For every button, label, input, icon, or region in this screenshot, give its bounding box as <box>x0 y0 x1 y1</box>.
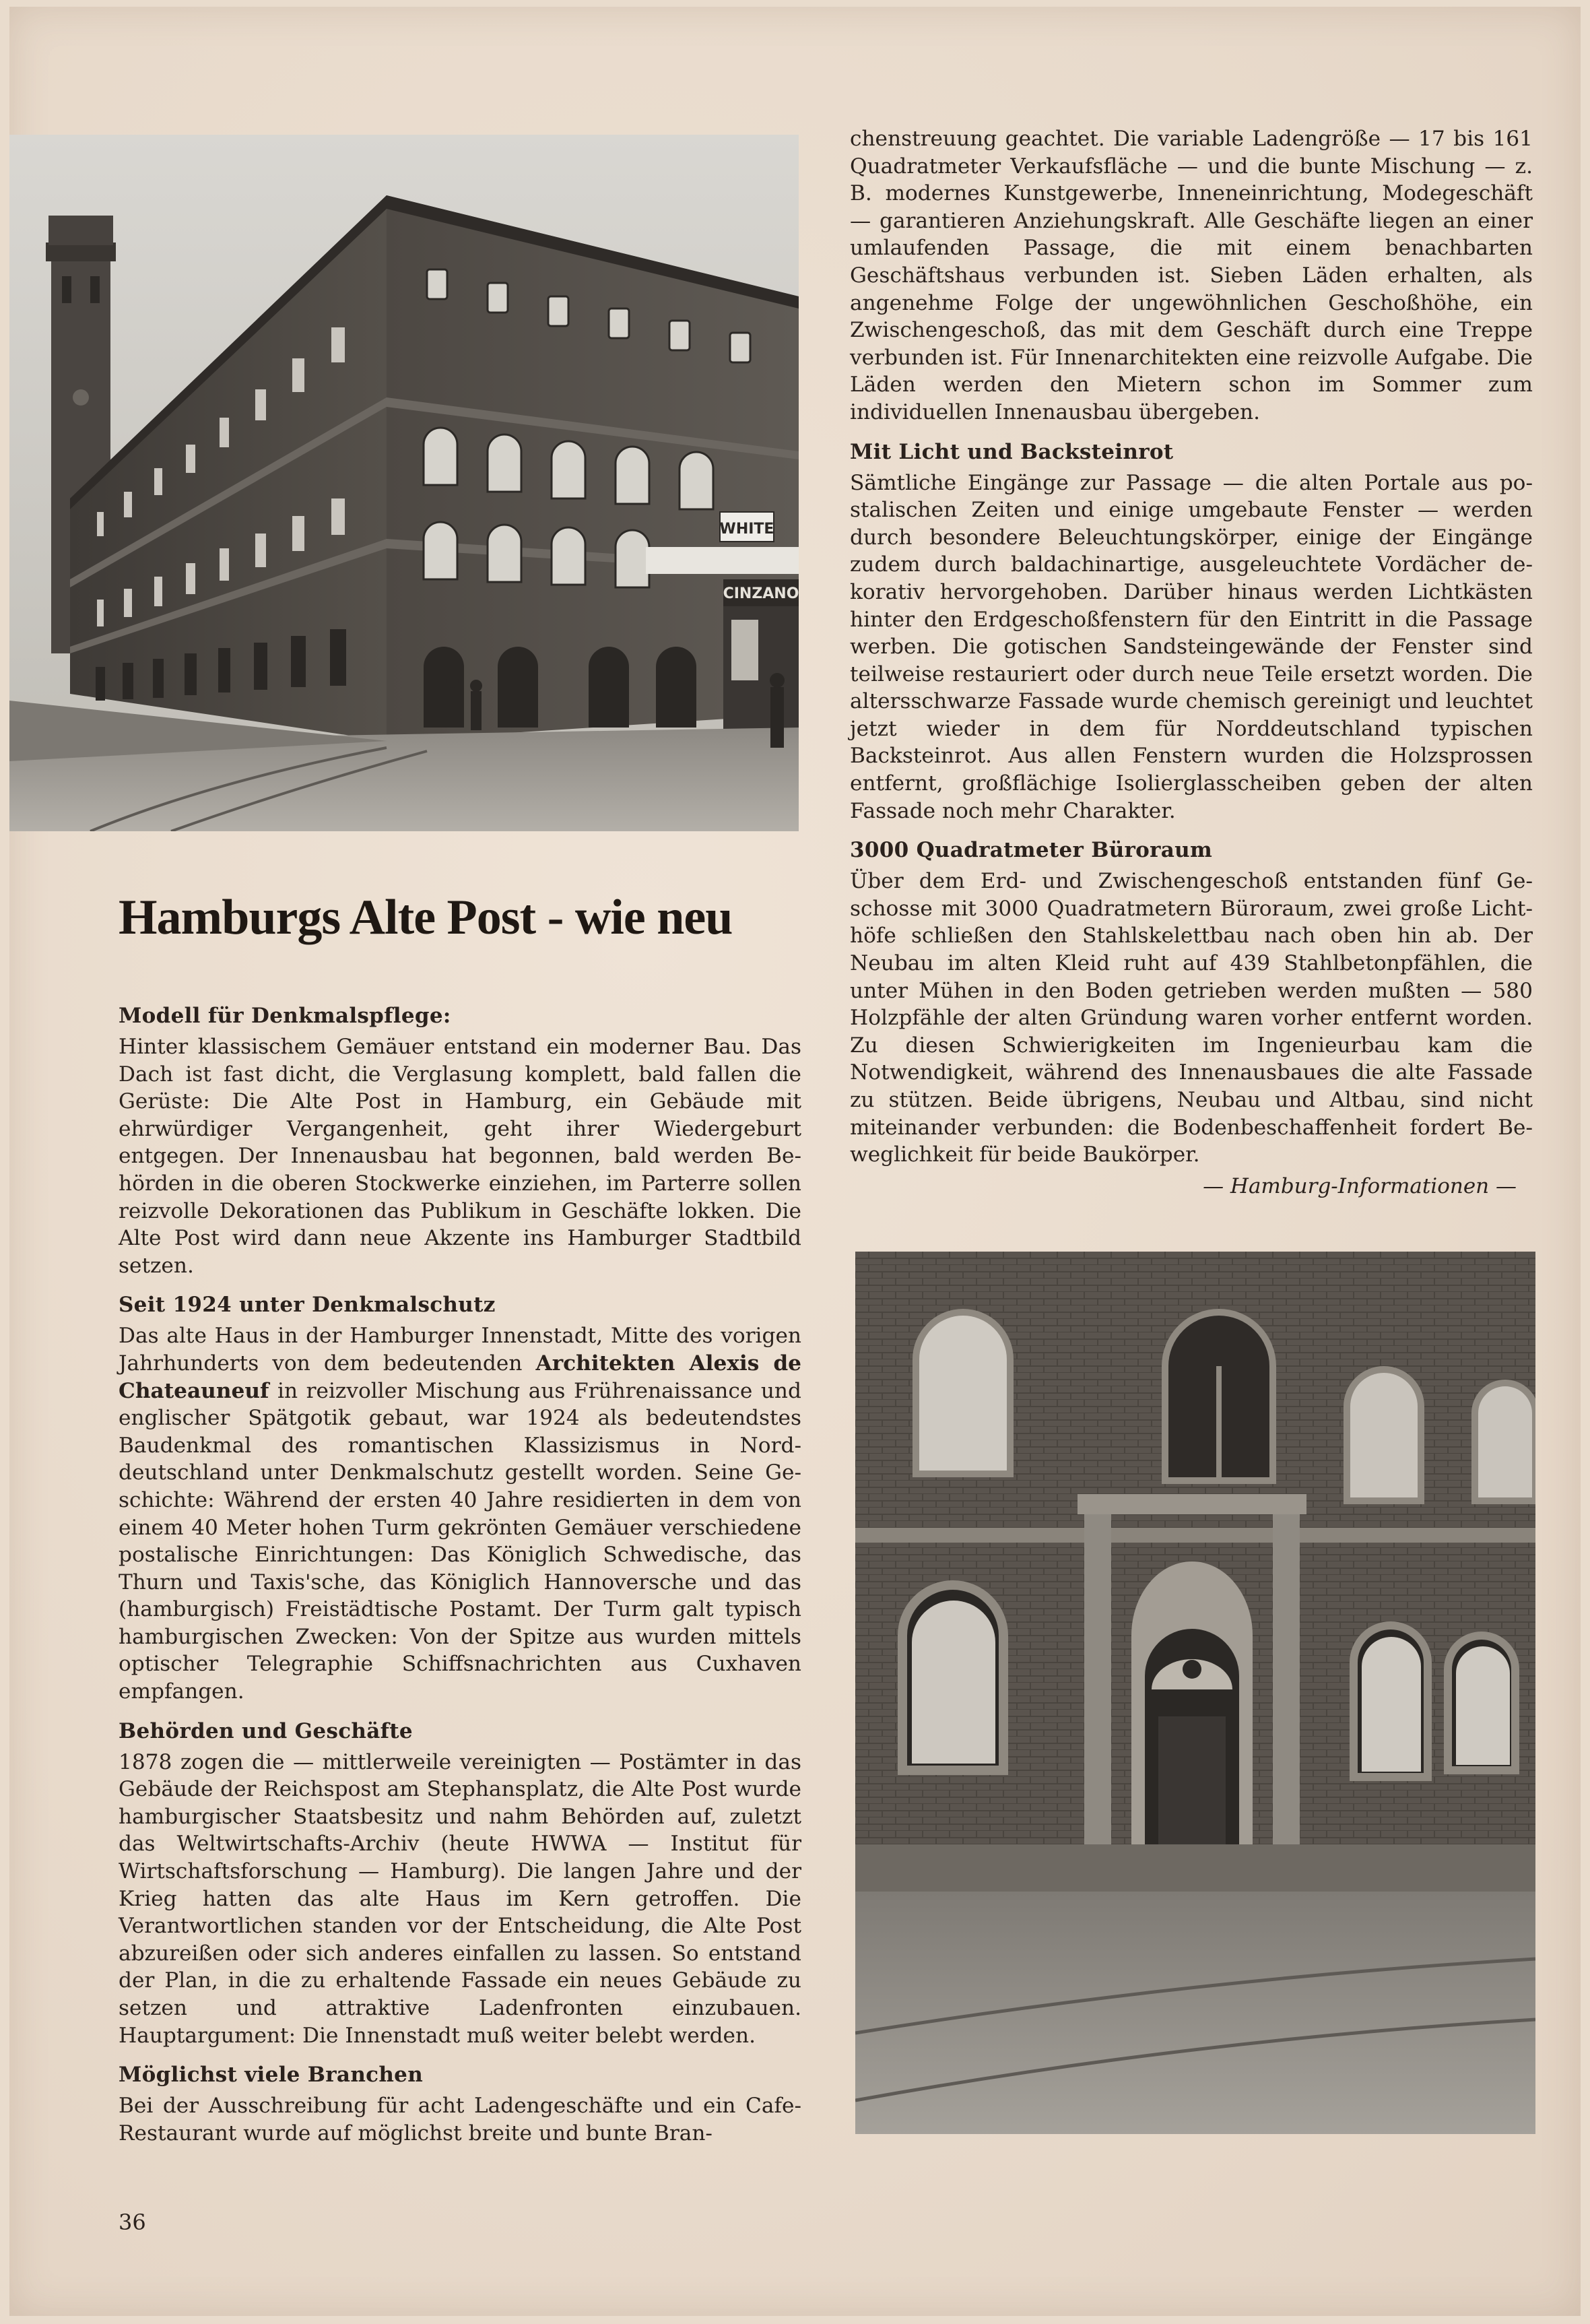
page-number: 36 <box>119 2209 146 2235</box>
right-column <box>850 125 1533 1200</box>
sign-cinzano: CINZANO <box>723 585 799 602</box>
section-heading-modell: Modell für Denkmalspflege: <box>119 1004 451 1028</box>
paragraph-modell: Hinter klassischem Gemäuer entstand ein moderner Bau. Das Dach ist fast dicht, die Verglasung komplett, bald fallen die Gerüste: Die Alte Post in Hamburg, ein Gebäude mit ehrwürdiger Vergangenheit, geht ihrer Wiedergeburt entgegen. Der Innenausbau hat begonnen, bald werden Behörden in die oberen Stockwerke einziehen, im Parterre sollen reizvolle Dekorationen das Publikum in Geschäfte lokken. Die Alte Post wird dann neue Akzente ins Hamburger Stadtbild setzen. <box>119 1035 801 1278</box>
paragraph-bueroraum: Über dem Erd- und Zwischengeschoß entstanden fünf Geschosse mit 3000 Quadratmetern Büroraum, zwei große Lichthöfe schließen den Stahlskelettbau nach oben hin ab. Der Neubau im alten Kleid ruht auf 439 Stahlbetonpfählen, die unter Mühen in den Boden getrieben werden mußten — 580 Holzpfähle der alten Gründung waren vorher entfernt worden. Zu diesen Schwierigkeiten im Ingenieurbau kam die Notwendigkeit, während des Innenausbaues die alte Fassade zu stützen. Beide übrigens, Neubau und Altbau, sind nicht miteinander verbunden: die Bodenbeschaffenheit fordert Beweglichkeit für beide Baukörper. <box>850 869 1533 1167</box>
building-exterior-illustration <box>9 135 799 831</box>
paragraph-denkmalschutz <box>119 1322 801 1705</box>
section-heading-branchen: Möglichst viele Branchen <box>119 2063 424 2088</box>
denkmalschutz-text-b: in reizvoller Mischung aus Frührenaissance und englischer Spätgotik gebaut, war 1924 als bedeutendstes Baudenkmal des romantischen Klassizismus in Norddeutschland unter Denkmalschutz gestellt worden. Seine Geschichte: Während der ersten 40 Jahre residierten in dem von einem 40 Meter hohen Turm gekrönten Gemäuer verschiedene postalische Einrichtungen: Das Königlich Schwedische, das Thurn und Taxis'sche, das Königlich Hannoversche und das (hamburgisch) Freistädtische Postamt. Der Turm galt typisch hamburgischen Zwecken: Von der Spitze aus wurden mittels optischer Telegraphie Schiffsnachrichten aus Cuxhaven empfangen. <box>119 1378 801 1704</box>
paragraph-branchen-continued: chenstreuung geachtet. Die variable Ladengröße — 17 bis 161 Quadratmeter Verkaufsfläche — und die bunte Mischung — z. B. modernes Kunstgewerbe, Inneneinrichtung, Modegeschäft — garantieren Anziehungskraft. Alle Geschäfte liegen an einer umlaufenden Passage, die mit einem benachbarten Geschäftshaus verbunden ist. Sieben Läden erhalten, als angenehme Folge der ungewöhnlichen Geschoßhöhe, ein Zwischengeschoß, das mit dem Geschäft durch eine Treppe verbunden ist. Für Innenarchitekten eine reizvolle Aufgabe. Die Läden werden den Mietern schon im Sommer zum individuellen Innenausbau übergeben. <box>850 127 1533 424</box>
section-heading-behoerden: Behörden und Geschäfte <box>119 1718 413 1743</box>
portal-detail-illustration <box>855 1252 1535 2134</box>
article-title: Hamburgs Alte Post - wie neu <box>119 890 733 945</box>
paragraph-branchen-start: Bei der Ausschreibung für acht Ladengeschäfte und ein Cafe-Restaurant wurde auf möglichst breite und bunte Bran- <box>119 2094 801 2145</box>
photo-building-exterior <box>9 135 799 831</box>
pavement <box>855 1892 1535 2134</box>
paragraph-licht: Sämtliche Eingänge zur Passage — die alten Portale aus postalischen Zeiten und einige umgebaute Fenster — werden durch besondere Beleuchtungskörper, einige der Eingänge zudem durch baldachinartige, ausgeleuchtete Vordächer dekorativ hervorgehoben. Darüber hinaus werden Lichtkästen hinter den Erdgeschoßfenstern für den Eintritt in die Passage werben. Die gotischen Sandsteingewände der Fenster sind teilweise restauriert oder durch neue Teile ersetzt worden. Die altersschwarze Fassade wurde chemisch gereinigt und leuchtet jetzt wieder in dem für Norddeutschland typischen Backsteinrot. Aus allen Fenstern wurden die Holzsprossen entfernt, großflächige Isolierglasscheiben geben der alten Fassade noch mehr Charakter. <box>850 470 1533 823</box>
source-signature: — Hamburg-Informationen — <box>1203 1173 1517 1198</box>
architect-name: Architekten Alexis de Chateauneuf <box>119 1351 801 1403</box>
denkmalschutz-text-a: Das alte Haus in der Hamburger Innenstadt, Mitte des vorigen Jahrhunderts von dem bedeutenden <box>119 1324 801 1376</box>
section-heading-licht: Mit Licht und Backsteinrot <box>850 439 1174 464</box>
left-column <box>119 1002 801 2147</box>
sign-white: WHITE <box>719 521 774 538</box>
section-heading-denkmalschutz: Seit 1924 unter Denkmalschutz <box>119 1293 496 1318</box>
photo-portal-detail <box>855 1252 1535 2134</box>
section-heading-bueroraum: 3000 Quadratmeter Büroraum <box>850 838 1213 863</box>
paragraph-behoerden: 1878 zogen die — mittlerweile vereinigten — Postämter in das Gebäude der Reichspost am Stephansplatz, die Alte Post wurde hamburgischer Staatsbesitz und nahm Behörden auf, zuletzt das Weltwirtschafts-Archiv (heute HWWA — Institut für Wirtschaftsforschung — Hamburg). Die langen Jahre und der Krieg hatten das alte Haus im Kern getroffen. Die Verantwortlichen standen vor der Entscheidung, die Alte Post abzureißen oder sich anderes einfallen zu lassen. So entstand der Plan, in die zu erhaltende Fassade ein neues Gebäude zu setzen und attraktive Ladenfronten einzubauen. Hauptargument: Die Innenstadt muß weiter belebt werden. <box>119 1749 801 2048</box>
